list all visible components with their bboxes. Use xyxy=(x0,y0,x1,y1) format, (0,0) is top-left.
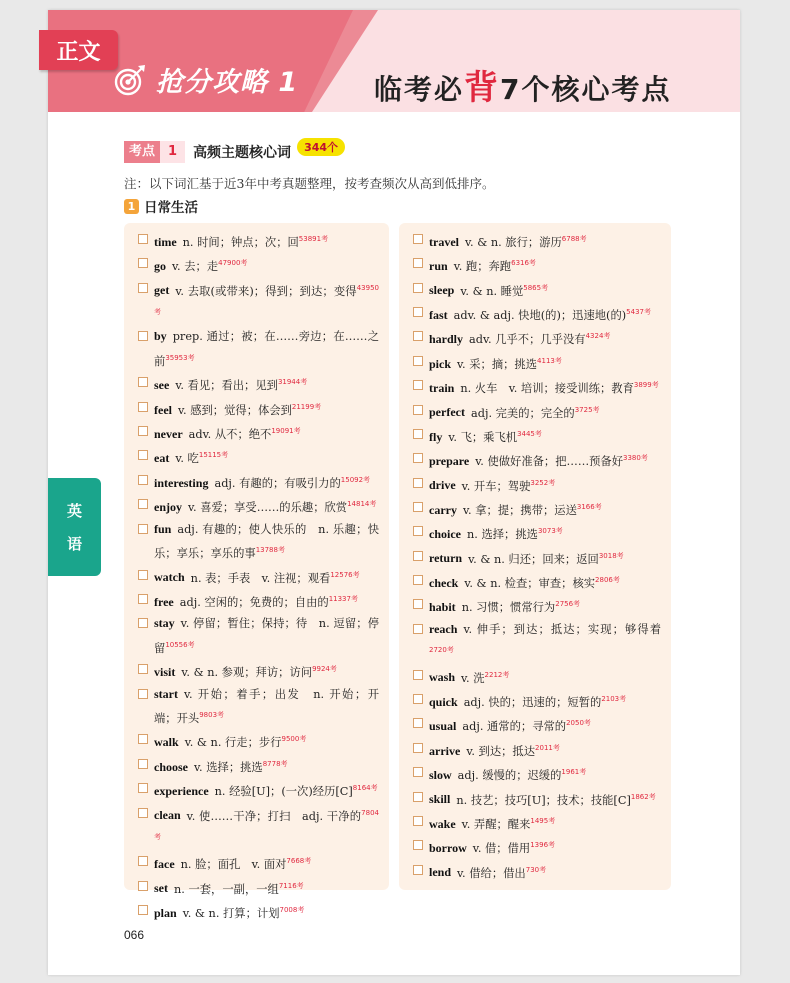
vocab-definition: adj. 快的；迅速的；短暂的 xyxy=(463,695,602,709)
vocab-entry xyxy=(138,494,379,518)
vocab-entry xyxy=(413,787,661,811)
vocab-frequency: 21199考 xyxy=(291,402,322,411)
vocab-entry xyxy=(138,729,379,753)
vocab-entry xyxy=(138,445,379,469)
vocab-frequency: 13788考 xyxy=(255,546,285,555)
vocab-frequency: 1862考 xyxy=(630,792,656,801)
vocab-definition: v. 弄醒；醒来 xyxy=(461,817,531,831)
vocab-frequency: 4324考 xyxy=(585,332,611,341)
entry-checkbox[interactable] xyxy=(138,450,148,460)
vocab-entry xyxy=(138,470,379,494)
vocab-entry xyxy=(413,253,661,277)
vocab-frequency: 19091考 xyxy=(271,427,301,436)
entry-checkbox[interactable] xyxy=(138,618,148,628)
vocab-definition: adj. 有趣的；有吸引力的 xyxy=(214,476,341,490)
section-heading xyxy=(124,141,345,163)
vocab-word: return xyxy=(429,551,463,566)
vocab-frequency: 7116考 xyxy=(278,881,304,890)
vocab-definition: n. 选择；挑选 xyxy=(467,528,538,542)
vocab-frequency: 3725考 xyxy=(574,405,600,414)
vocab-word: wash xyxy=(429,670,456,685)
vocab-word: clean xyxy=(154,808,181,823)
entry-checkbox[interactable] xyxy=(138,570,148,580)
vocab-entry xyxy=(413,738,661,762)
vocab-column-right xyxy=(399,223,671,890)
vocab-entry xyxy=(138,326,379,372)
vocab-word: get xyxy=(154,283,170,298)
entry-checkbox[interactable] xyxy=(138,524,148,534)
vocab-word: drive xyxy=(429,478,456,493)
vocab-definition: n. 表；手表 v. 注视；观看 xyxy=(190,571,331,585)
entry-checkbox[interactable] xyxy=(413,816,423,826)
vocab-definition: v. 到达；抵达 xyxy=(466,744,536,758)
side-tab-char-1: 英 xyxy=(66,502,82,520)
vocab-word: face xyxy=(154,857,175,872)
vocab-frequency: 31944考 xyxy=(277,378,308,387)
vocab-entry xyxy=(413,619,661,665)
subsection-heading xyxy=(124,196,198,216)
entry-checkbox[interactable] xyxy=(413,258,423,268)
vocab-entry xyxy=(138,659,379,683)
vocab-frequency: 2212考 xyxy=(484,670,510,679)
vocab-word: watch xyxy=(154,570,185,585)
vocab-definition: v. 停留；暂住；保持；待 n. 逗留；停留 xyxy=(154,617,379,655)
vocab-word: train xyxy=(429,380,455,395)
vocab-definition: adv. 从不；绝不 xyxy=(188,427,272,441)
main-title-highlight: 背 xyxy=(464,68,501,108)
vocab-frequency: 5437考 xyxy=(626,308,651,317)
vocab-definition: v. & n. 睡觉 xyxy=(460,284,524,298)
entry-checkbox[interactable] xyxy=(138,283,148,293)
subsection-number: 1 xyxy=(124,199,139,214)
vocab-entry xyxy=(413,835,661,859)
vocab-frequency: 9500考 xyxy=(281,735,307,744)
vocab-definition: v. & n. 行走；步行 xyxy=(184,736,282,750)
entry-checkbox[interactable] xyxy=(138,759,148,769)
main-title xyxy=(374,60,672,109)
vocab-definition: prep. 通过；被；在……旁边；在……之前 xyxy=(154,330,379,368)
vocab-word: choice xyxy=(429,527,461,542)
vocab-definition: n. 经验[U]；(一次)经历[C] xyxy=(214,784,353,798)
vocab-definition: v. & n. 归还；回来；返回 xyxy=(468,552,599,566)
vocab-entry xyxy=(138,876,379,900)
vocab-word: walk xyxy=(154,735,179,750)
vocab-frequency: 3380考 xyxy=(623,454,648,463)
vocab-frequency: 11337考 xyxy=(328,594,358,603)
vocab-word: visit xyxy=(154,664,176,679)
vocab-entry xyxy=(138,565,379,589)
vocab-entry xyxy=(413,860,661,884)
vocab-definition: v. 看见；看出；见到 xyxy=(175,379,278,393)
vocab-definition: n. 习惯；惯常行为 xyxy=(461,601,556,615)
vocab-word: lend xyxy=(429,865,452,880)
vocab-word: check xyxy=(429,575,459,590)
entry-checkbox[interactable] xyxy=(413,840,423,850)
vocab-definition: n. 脸；面孔 v. 面对 xyxy=(180,858,287,872)
entry-checkbox[interactable] xyxy=(138,258,148,268)
entry-checkbox[interactable] xyxy=(138,734,148,744)
vocab-word: prepare xyxy=(429,454,470,468)
entry-checkbox[interactable] xyxy=(413,551,423,561)
vocab-definition: v. 吃 xyxy=(175,452,199,466)
vocab-definition: n. 一套，一副，一组 xyxy=(174,882,279,896)
vocab-word: skill xyxy=(429,792,451,807)
vocab-column-left xyxy=(124,223,389,920)
vocab-definition: v. 采；摘；挑选 xyxy=(457,357,538,371)
entry-checkbox[interactable] xyxy=(413,234,423,244)
vocab-entry xyxy=(138,684,379,730)
vocab-frequency: 8778考 xyxy=(262,759,288,768)
entry-checkbox[interactable] xyxy=(413,599,423,609)
entry-checkbox[interactable] xyxy=(413,356,423,366)
vocab-entry xyxy=(138,397,379,421)
vocab-definition: v. 伸手；到达；抵达；实现；够得着 xyxy=(463,622,661,636)
entry-checkbox[interactable] xyxy=(413,307,423,317)
vocab-word: usual xyxy=(429,719,457,734)
header-banner xyxy=(48,10,740,112)
vocab-entry xyxy=(413,594,661,618)
vocab-entry xyxy=(413,229,661,253)
entry-checkbox[interactable] xyxy=(138,783,148,793)
vocab-frequency: 2756考 xyxy=(555,600,581,609)
vocab-word: by xyxy=(154,329,167,344)
vocab-entry xyxy=(138,851,379,875)
vocab-frequency: 8164考 xyxy=(352,784,378,793)
vocab-word: carry xyxy=(429,502,457,517)
entry-checkbox[interactable] xyxy=(413,331,423,341)
vocab-frequency: 3445考 xyxy=(517,429,542,438)
vocab-frequency: 2103考 xyxy=(601,695,627,704)
main-title-after: 7个核心考点 xyxy=(500,73,672,106)
vocab-frequency: 15115考 xyxy=(198,451,229,460)
vocab-frequency: 6316考 xyxy=(511,259,536,268)
target-icon xyxy=(114,64,146,96)
vocab-entry xyxy=(138,253,379,277)
vocab-definition: adj. 有趣的；使人快乐的 n. 乐趣；快乐；享乐；享乐的事 xyxy=(154,522,379,560)
entry-checkbox[interactable] xyxy=(413,743,423,753)
vocab-entry xyxy=(413,546,661,570)
vocab-definition: adj. 空闲的；免费的；自由的 xyxy=(179,595,329,609)
vocab-word: eat xyxy=(154,451,170,466)
vocab-definition: adv. & adj. 快地(的)；迅速地(的) xyxy=(453,308,627,322)
vocab-word: hardly xyxy=(429,332,464,347)
vocab-definition: v. & n. 旅行；游历 xyxy=(464,235,562,249)
vocab-definition: v. & n. 打算；计划 xyxy=(182,906,280,920)
vocab-entry xyxy=(413,570,661,594)
vocab-entry xyxy=(413,762,661,786)
vocab-definition: v. 开车；驾驶 xyxy=(461,479,531,493)
main-title-before: 临考必 xyxy=(374,73,465,106)
vocab-entry xyxy=(413,302,661,326)
vocab-entry xyxy=(413,375,661,399)
section-title: 高频主题核心词 xyxy=(193,145,292,161)
vocab-entry xyxy=(138,803,379,852)
side-tab-char-2: 语 xyxy=(66,535,82,553)
vocab-entry xyxy=(413,473,661,497)
vocab-frequency: 15092考 xyxy=(340,475,371,484)
entry-checkbox[interactable] xyxy=(138,689,148,699)
entry-checkbox[interactable] xyxy=(138,808,148,818)
vocab-entry xyxy=(413,713,661,737)
vocab-frequency: 730考 xyxy=(525,865,547,874)
vocab-entry xyxy=(413,665,661,689)
entry-checkbox[interactable] xyxy=(138,234,148,244)
vocab-frequency: 4113考 xyxy=(537,356,562,365)
vocab-entry xyxy=(138,613,379,659)
vocab-word: fly xyxy=(429,429,443,444)
vocab-word: start xyxy=(154,686,178,701)
vocab-entry xyxy=(413,351,661,375)
vocab-frequency: 3899考 xyxy=(633,381,659,390)
entry-checkbox[interactable] xyxy=(413,502,423,512)
vocab-frequency: 43950考 xyxy=(154,283,379,317)
vocab-word: quick xyxy=(429,694,458,709)
vocab-word: slow xyxy=(429,767,452,782)
vocab-word: sleep xyxy=(429,283,455,298)
section-number: 1 xyxy=(160,141,185,163)
vocab-frequency: 7804考 xyxy=(154,808,379,841)
entry-checkbox[interactable] xyxy=(413,380,423,390)
vocab-frequency: 1396考 xyxy=(530,841,556,850)
entry-checkbox[interactable] xyxy=(413,694,423,704)
entry-checkbox[interactable] xyxy=(413,405,423,415)
section-label: 考点 xyxy=(124,141,160,163)
vocab-frequency: 7008考 xyxy=(279,906,305,914)
entry-checkbox[interactable] xyxy=(138,377,148,387)
vocab-word: habit xyxy=(429,600,456,615)
entry-checkbox[interactable] xyxy=(138,499,148,509)
section-tag: 正文 xyxy=(39,30,118,70)
vocab-frequency: 53891考 xyxy=(298,235,329,243)
vocab-definition: v. 喜爱；享受……的乐趣；欣赏 xyxy=(188,500,348,514)
entry-checkbox[interactable] xyxy=(413,624,423,634)
vocab-definition: v. 感到；觉得；体会到 xyxy=(177,403,292,417)
vocab-frequency: 10556考 xyxy=(165,640,195,649)
entry-checkbox[interactable] xyxy=(413,767,423,777)
vocab-word: pick xyxy=(429,356,452,371)
vocab-word: perfect xyxy=(429,405,465,420)
vocab-definition: adv. 几乎不；几乎没有 xyxy=(469,333,586,347)
vocab-definition: v. 跑；奔跑 xyxy=(453,260,512,274)
vocab-entry xyxy=(138,589,379,613)
entry-checkbox[interactable] xyxy=(413,575,423,585)
vocab-entry xyxy=(413,521,661,545)
entry-checkbox[interactable] xyxy=(413,453,423,463)
vocab-definition: v. 借给；借出 xyxy=(457,866,526,880)
vocab-word: travel xyxy=(429,234,459,249)
vocab-frequency: 6788考 xyxy=(561,235,587,243)
vocab-entry xyxy=(138,278,379,327)
vocab-definition: v. 借；借用 xyxy=(472,841,531,855)
entry-checkbox[interactable] xyxy=(413,718,423,728)
vocab-definition: v. 使做好准备；把……预备好 xyxy=(475,455,624,468)
subsection-title: 日常生活 xyxy=(144,200,198,216)
vocab-entry xyxy=(138,229,379,253)
vocab-definition: n. 时间；钟点；次；回 xyxy=(182,235,299,249)
vocab-word: set xyxy=(154,881,168,896)
note-text: 注：以下词汇基于近3年中考真题整理，按考查频次从高到低排序。 xyxy=(124,176,495,191)
entry-checkbox[interactable] xyxy=(413,526,423,536)
vocab-frequency: 3252考 xyxy=(530,478,556,487)
vocab-definition: v. 去；走 xyxy=(172,260,219,274)
page xyxy=(48,10,740,975)
page-number: 066 xyxy=(124,928,145,942)
vocab-frequency: 2806考 xyxy=(595,576,620,585)
vocab-word: see xyxy=(154,378,170,393)
vocab-frequency: 47900考 xyxy=(218,259,248,268)
vocab-definition: v. 去取(或带来)；得到；到达；变得 xyxy=(175,284,357,298)
vocab-frequency: 2011考 xyxy=(535,743,560,752)
vocab-word: free xyxy=(154,594,174,609)
vocab-entry xyxy=(138,372,379,396)
vocab-word: go xyxy=(154,259,166,274)
vocab-frequency: 3018考 xyxy=(598,551,624,560)
entry-checkbox[interactable] xyxy=(138,331,148,341)
vocab-word: borrow xyxy=(429,840,467,855)
vocab-word: choose xyxy=(154,759,188,774)
vocab-word: time xyxy=(154,234,177,249)
vocab-word: interesting xyxy=(154,475,209,490)
vocab-entry xyxy=(138,754,379,778)
vocab-word: arrive xyxy=(429,743,461,758)
vocab-definition: v. & n. 检查；审查；核实 xyxy=(464,576,596,590)
vocab-entry xyxy=(413,326,661,350)
vocab-word: experience xyxy=(154,783,209,798)
vocab-definition: v. 使……干净；打扫 adj. 干净的 xyxy=(186,809,362,823)
vocab-frequency: 1495考 xyxy=(530,816,556,825)
entry-checkbox[interactable] xyxy=(138,664,148,674)
vocab-definition: v. 拿；提；携带；运送 xyxy=(462,503,577,517)
entry-checkbox[interactable] xyxy=(138,426,148,436)
vocab-frequency: 3166考 xyxy=(576,502,602,511)
vocab-frequency: 2050考 xyxy=(566,719,591,728)
vocab-frequency: 5865考 xyxy=(523,283,549,292)
vocab-definition: adj. 通常的；寻常的 xyxy=(462,720,567,734)
vocab-word: never xyxy=(154,426,183,441)
entry-checkbox[interactable] xyxy=(138,881,148,891)
vocab-frequency: 9803考 xyxy=(199,711,225,720)
vocab-word: enjoy xyxy=(154,499,182,514)
vocab-frequency: 14814考 xyxy=(347,500,377,509)
entry-checkbox[interactable] xyxy=(413,478,423,488)
vocab-frequency: 12576考 xyxy=(330,570,360,579)
entry-checkbox[interactable] xyxy=(413,792,423,802)
vocab-entry xyxy=(138,900,379,924)
vocab-definition: n. 火车 v. 培训；接受训练；教育 xyxy=(460,381,634,395)
vocab-word: stay xyxy=(154,616,175,631)
entry-checkbox[interactable] xyxy=(413,670,423,680)
vocab-frequency: 35953考 xyxy=(165,354,195,363)
vocab-definition: v. 选择；挑选 xyxy=(194,760,263,774)
vocab-entry xyxy=(138,519,379,565)
vocab-definition: n. 技艺；技巧[U]；技术；技能[C] xyxy=(456,793,631,807)
vocab-definition: adj. 缓慢的；迟缓的 xyxy=(457,768,562,782)
vocab-definition: adj. 完美的；完全的 xyxy=(470,406,575,420)
vocab-frequency: 7668考 xyxy=(286,857,312,866)
vocab-entry xyxy=(413,689,661,713)
vocab-definition: v. & n. 参观；拜访；访问 xyxy=(181,665,313,679)
entry-checkbox[interactable] xyxy=(138,475,148,485)
entry-checkbox[interactable] xyxy=(138,856,148,866)
vocab-entry xyxy=(413,400,661,424)
vocab-entry xyxy=(413,278,661,302)
vocab-word: reach xyxy=(429,621,458,636)
subject-side-tab xyxy=(48,478,101,576)
entry-checkbox[interactable] xyxy=(413,865,423,875)
vocab-entry xyxy=(138,421,379,445)
vocab-word: fun xyxy=(154,521,172,536)
entry-checkbox[interactable] xyxy=(138,905,148,915)
vocab-word: plan xyxy=(154,905,177,920)
entry-checkbox[interactable] xyxy=(138,594,148,604)
vocab-word: wake xyxy=(429,816,456,831)
entry-checkbox[interactable] xyxy=(413,429,423,439)
vocab-frequency: 1961考 xyxy=(561,768,587,777)
vocab-entry xyxy=(413,448,661,472)
vocab-entry xyxy=(138,778,379,802)
vocab-word: fast xyxy=(429,307,448,322)
vocab-frequency: 3073考 xyxy=(537,527,563,536)
vocab-definition: v. 洗 xyxy=(461,671,485,685)
vocab-entry xyxy=(413,811,661,835)
vocab-entry xyxy=(413,497,661,521)
vocab-frequency: 9924考 xyxy=(312,665,337,674)
entry-checkbox[interactable] xyxy=(413,283,423,293)
vocab-frequency: 2720考 xyxy=(429,646,454,655)
vocab-word: feel xyxy=(154,402,172,417)
vocab-definition: v. 飞；乘飞机 xyxy=(448,430,518,444)
entry-checkbox[interactable] xyxy=(138,402,148,412)
vocab-word: run xyxy=(429,259,448,274)
word-count-badge: 344个 xyxy=(297,138,345,156)
vocab-definition: v. 开始；着手；出发 n. 开始；开端；开头 xyxy=(154,687,379,725)
strategy-title: 抢分攻略 1 xyxy=(156,67,299,98)
vocab-entry xyxy=(413,424,661,448)
